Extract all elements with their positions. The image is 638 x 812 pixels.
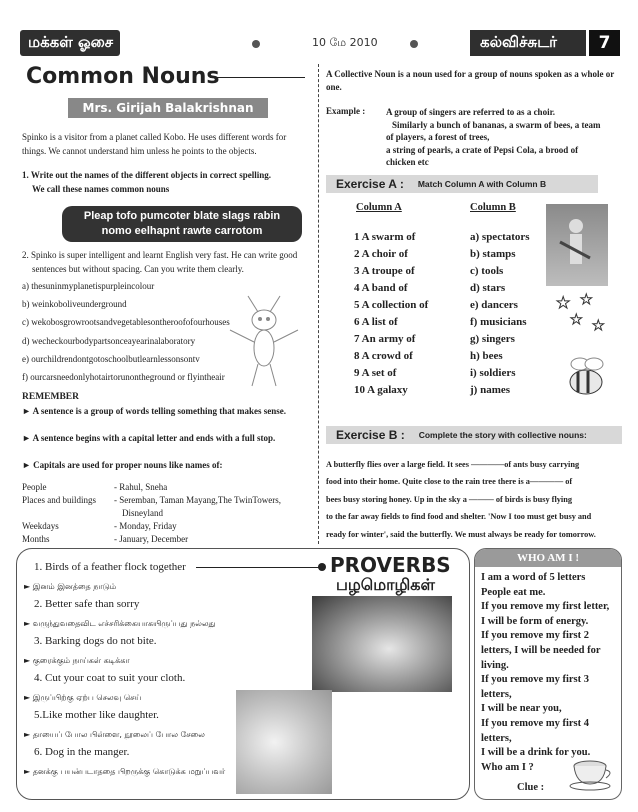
story-line: ready for winter', said the butterfly. We must always be ready for tomorrow. (326, 529, 596, 539)
example-label: Example : (326, 106, 366, 116)
proverb-en: 3. Barking dogs do not bite. (34, 635, 157, 647)
riddle-line: Who am I ? (481, 761, 534, 773)
question-2-sub: sentences but without spacing. Can you write them clearly. (32, 264, 244, 274)
proverb-ta-text: தாயைப் போல பிள்ளை, நூலைப் போல சேலை (32, 730, 205, 739)
list-item: g) singers (470, 333, 515, 345)
mother-child-photo (236, 690, 332, 794)
proverb-ta-text: இருப்பிற்கு ஏற்ப செலவு செய் (32, 693, 142, 702)
proverb-en: 2. Better safe than sorry (34, 598, 140, 610)
list-item: c) wekobosgrowrootsandvegetablesontheroofofourhouses (22, 317, 230, 328)
list-item: f) musicians (470, 316, 527, 328)
exercise-a-title: Exercise A : (336, 177, 404, 191)
example-text (386, 106, 622, 169)
remember-rule: ► A sentence begins with a capital letter and ends with a full stop. (22, 433, 276, 443)
remember-text: A sentence is a group of words telling something that makes sense. (32, 406, 287, 416)
remember-text: A sentence begins with a capital letter and ends with a full stop. (32, 433, 276, 443)
proverb-en: 1. Birds of a feather flock together (34, 561, 186, 573)
exercise-b-title: Exercise B : (336, 428, 405, 442)
issue-date: 10 மே 2010 (312, 36, 378, 49)
riddle-title: WHO AM I ! (475, 549, 621, 567)
page-number: 7 (586, 30, 620, 56)
proverbs-rule (196, 567, 322, 568)
proverb-en: 5.Like mother like daughter. (34, 709, 159, 721)
remember-text: Capitals are used for proper nouns like names of: (33, 460, 223, 470)
list-item: 10 A galaxy (354, 384, 408, 396)
table-cell: Months (22, 534, 50, 544)
list-item: 9 A set of (354, 367, 397, 379)
story-line: food into their home. Quite close to the rain tree there is a———— of (326, 477, 573, 487)
list-item: d) stars (470, 282, 506, 294)
singer-icon (546, 204, 608, 286)
list-item: 7 An army of (354, 333, 416, 345)
column-b-header: Column B (470, 202, 516, 213)
header-dot (252, 40, 260, 48)
proverb-ta-text: இனம் இனத்தை நாடும் (32, 582, 117, 591)
table-row (22, 494, 281, 507)
svg-text:★: ★ (556, 295, 571, 312)
table-cell: Weekdays (22, 521, 59, 531)
story-line: to the far away fields to find food and shelter. 'Now I too must get busy and (326, 512, 592, 522)
svg-text:★: ★ (570, 313, 583, 328)
list-item: 2 A choir of (354, 248, 408, 260)
column-a-header: Column A (356, 202, 402, 213)
riddle-line: letters, I will be needed for (481, 644, 601, 656)
list-item: j) names (470, 384, 511, 396)
list-item: f) ourcarsneedonlyhotairtorunontheground or flyintheair (22, 372, 225, 383)
list-item: 1 A swarm of (354, 231, 416, 243)
proverb-ta: ► தனக்கு பயன்படாததை பிறருக்கு கொடுக்க மறுப்பவர் (24, 767, 226, 776)
section-title (470, 30, 620, 56)
teacup-icon (568, 752, 616, 792)
list-item: i) soldiers (470, 367, 516, 379)
clue-label: Clue : (517, 782, 545, 794)
proverbs-tamil-title: பழமொழிகள் (336, 575, 435, 594)
list-item: 6 A list of (354, 316, 398, 328)
riddle-line: If you remove my first 4 (481, 717, 589, 729)
table-cell: - January, December (114, 534, 189, 544)
table-cell: People (22, 482, 47, 492)
exercise-a-instruction: Match Column A with Column B (417, 179, 547, 189)
proverb-ta: ► குரைக்கும் நாய்கள் கடிக்கா (24, 656, 130, 665)
sentence-list (22, 277, 230, 386)
riddle-line: If you remove my first letter, (481, 601, 610, 613)
title-rule (210, 77, 305, 78)
table-cell: - Seremban, Taman Mayang,The TwinTowers, (114, 495, 281, 505)
table-cell: - Monday, Friday (114, 521, 177, 531)
svg-text:★: ★ (580, 293, 593, 308)
proverbs-title: PROVERBS (330, 553, 451, 577)
masthead-title (20, 30, 120, 56)
list-item: d) wecheckourbodypartsonceayearinalaboratory (22, 335, 196, 346)
question-1: 1. Write out the names of the different objects in correct spelling. (22, 170, 272, 180)
scrambled-line: Pleap tofo pumcoter blate slags rabin (83, 210, 281, 222)
intro-text: Spinko is a visitor from a planet called Kobo. He uses different words for things. We cannot understand him unless he points to the objects. (22, 132, 287, 156)
header-dot (410, 40, 418, 48)
proverb-en: 4. Cut your coat to suit your cloth. (34, 672, 186, 684)
author-banner: Mrs. Girijah Balakrishnan (68, 98, 268, 118)
riddle-line: living. (481, 659, 509, 671)
proverb-ta: ► இனம் இனத்தை நாடும் (24, 582, 117, 591)
list-item: a) thesuninmyplanetispurpleincolour (22, 281, 155, 291)
exercise-b-banner (326, 426, 622, 444)
list-item: b) weinkoboliveunderground (22, 299, 127, 310)
table-cell: - Rahul, Sneha (114, 482, 168, 492)
story-text (326, 456, 622, 543)
riddle-line: People eat me. (481, 586, 546, 598)
riddle-line: I am a word of 5 letters (481, 572, 586, 583)
remember-rule: ► Capitals are used for proper nouns like names of: (22, 460, 223, 470)
proverb-en: 6. Dog in the manger. (34, 746, 130, 758)
table-cell: Disneyland (122, 508, 163, 518)
proverb-ta: ► தாயைப் போல பிள்ளை, நூலைப் போல சேலை (24, 730, 205, 739)
dog-photo (312, 596, 452, 692)
remember-rule: ► A sentence is a group of words telling something that makes sense. (22, 406, 287, 416)
list-item: a) spectators (470, 231, 530, 243)
table-cell: Places and buildings (22, 495, 96, 505)
riddle-line: letters, (481, 732, 512, 744)
remember-heading: REMEMBER (22, 392, 79, 402)
list-item: 3 A troupe of (354, 265, 415, 277)
example-line: a string of pearls, a crate of Pepsi Cola, a brood of (386, 144, 579, 155)
alien-illustration (224, 290, 304, 390)
table-cell (22, 507, 122, 520)
article-title: Common Nouns (26, 64, 220, 89)
example-line: chicken etc (386, 157, 429, 167)
table-row (22, 507, 281, 520)
proverb-ta-text: குரைக்கும் நாய்கள் கடிக்கா (32, 656, 130, 665)
table-row (22, 533, 281, 546)
singer-photo (546, 204, 608, 286)
example-line: A group of singers are referred to as a choir. (386, 107, 555, 117)
list-item: h) bees (470, 350, 503, 362)
section-title-text: கல்விச்சுடர் (480, 33, 557, 51)
list-item: 5 A collection of (354, 299, 429, 311)
masthead-text: மக்கள் ஓசை (28, 33, 114, 51)
riddle-line: If you remove my first 3 letters, (481, 674, 589, 700)
question-2: 2. Spinko is super intelligent and learnt English very fast. He can write good (22, 250, 298, 260)
collective-definition: A Collective Noun is a noun used for a group of nouns spoken as a whole or one. (326, 69, 615, 92)
list-item: e) dancers (470, 299, 518, 311)
table-row (22, 481, 281, 494)
exercise-a-banner (326, 175, 598, 193)
column-b-list (470, 229, 530, 399)
scrambled-line: nomo eelhapnt rawte carrotom (101, 225, 263, 237)
exercise-b-instruction: Complete the story with collective nouns: (418, 430, 587, 440)
story-line: bees busy storing honey. Up in the sky a ——— of birds is busy flying (326, 494, 572, 504)
bee-icon (560, 352, 610, 402)
riddle-line: I will be a drink for you. (481, 747, 591, 759)
example-line: Similarly a bunch of bananas, a swarm of bees, a team (392, 119, 601, 130)
riddle-line: I will be form of energy. (481, 615, 589, 627)
riddle-line: I will be near you, (481, 703, 562, 715)
list-item: 4 A band of (354, 282, 408, 294)
table-row (22, 520, 281, 533)
example-line: of players, a forest of trees, (386, 132, 490, 142)
list-item: c) tools (470, 265, 504, 277)
question-1-sub: We call these names common nouns (32, 184, 170, 194)
list-item: 8 A crowd of (354, 350, 413, 362)
proverb-ta: ► வருந்துவதைவிட எச்சரிக்கையாகயிருப்பது நல்லது (24, 619, 216, 628)
stars-icon (552, 292, 612, 334)
proverb-ta-text: வருந்துவதைவிட எச்சரிக்கையாகயிருப்பது நல்லது (32, 619, 216, 628)
proverb-ta-text: தனக்கு பயன்படாததை பிறருக்கு கொடுக்க மறுப்பவர் (32, 767, 226, 776)
svg-text:★: ★ (592, 319, 605, 334)
list-item: b) stamps (470, 248, 516, 260)
scrambled-words-box (62, 206, 302, 242)
riddle-line: If you remove my first 2 (481, 630, 589, 642)
column-a-list (354, 229, 428, 399)
proverb-ta: ► இருப்பிற்கு ஏற்ப செலவு செய் (24, 693, 142, 702)
story-line: A butterfly flies over a large field. It sees ————of ants busy carrying (326, 460, 580, 469)
rule-dot (318, 563, 326, 571)
list-item: e) ourchildrendontgotoschoolbutlearnlessonsontv (22, 353, 200, 364)
column-divider (318, 64, 319, 544)
proper-noun-table (22, 481, 281, 546)
